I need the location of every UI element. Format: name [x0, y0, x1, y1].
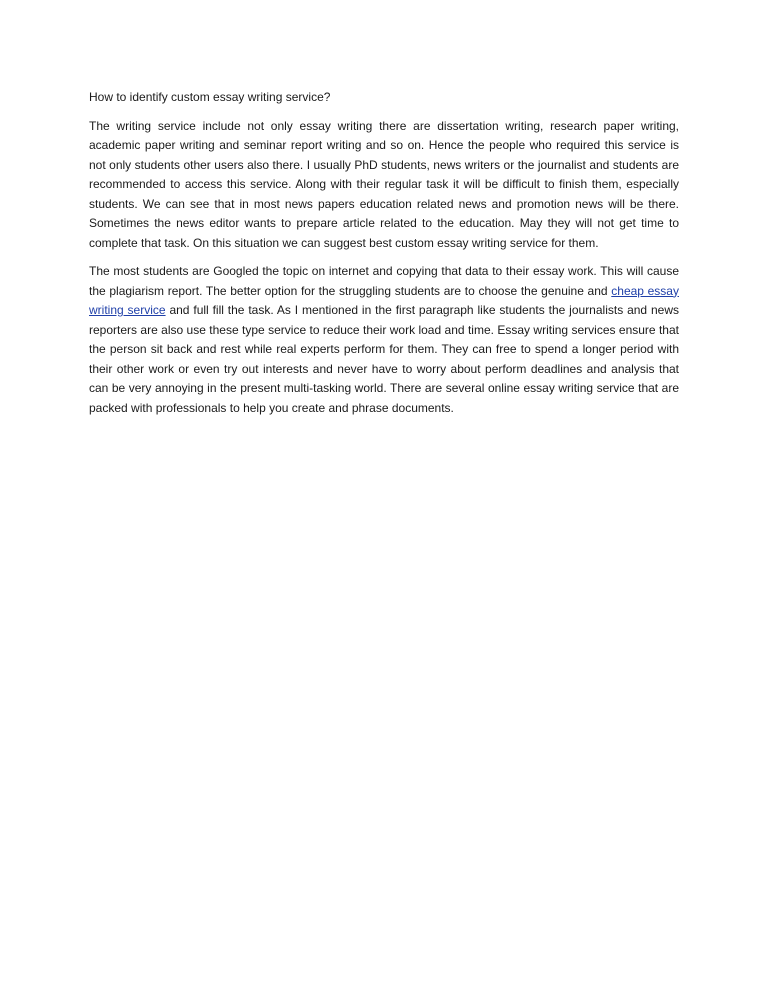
paragraph-1: The writing service include not only essay writing there are dissertation writing, research paper writing, academic paper writing and seminar report writing and so on. Hence the people who required this service is not only students other users also there. I usually PhD students, news writers or the journalist and students are recommended to access this service. Along with their regular task it will be difficult to finish them, especially students. We can see that in most news papers education related news and promotion news will be there. Sometimes the news editor wants to prepare article related to the education. May they will not get time to complete that task. On this situation we can suggest best custom essay writing service for them.: [89, 118, 679, 250]
paragraph-2-text-after-link: and full fill the task. As I mentioned in the first paragraph like students the journalists and news reporters are also use these type service to reduce their work load and time. Essay writing services ensure that the person sit back and rest while real experts perform for them. They can free to spend a longer period with their other work or even try out interests and never have to worry about perform deadlines and analysis that can be very annoying in the present multi-tasking world. There are several online essay writing service that are packed with professionals to help you create and phrase documents.: [89, 303, 679, 415]
paragraph-2: [89, 262, 679, 418]
paragraph-2-text-before-link: The most students are Googled the topic on internet and copying that data to their essay work. This will cause the plagiarism report. The better option for the struggling students are to choose the genuine and: [89, 264, 679, 298]
document-body: [89, 88, 679, 427]
document-heading: How to identify custom essay writing service?: [89, 90, 331, 104]
cheap-essay-writing-service-link[interactable]: cheap essay writing service: [89, 283, 679, 317]
